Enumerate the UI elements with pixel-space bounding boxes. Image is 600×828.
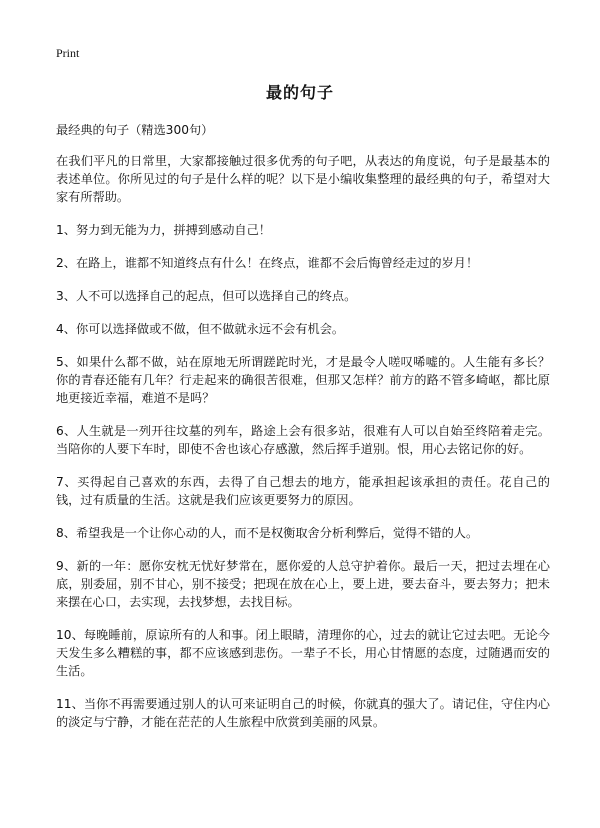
sentence-item: 9、新的一年：愿你安枕无忧好梦常在，愿你爱的人总守护着你。最后一天，把过去埋在心底，别委屈，别不甘心，别不接受；把现在放在心上，要上进，要去奋斗，要去努力；把未来摆在心口，去实现，去找梦想，去找目标。 [56, 559, 550, 609]
sentence-item: 2、在路上，谁都不知道终点有什么！在终点，谁都不会后悔曾经走过的岁月！ [56, 256, 479, 270]
sentence-item: 6、人生就是一列开往坟墓的列车，路途上会有很多站，很难有人可以自始至终陪着走完。当陪你的人要下车时，即使不舍也该心存感激，然后挥手道别。恨，用心去铭记你的好。 [56, 424, 550, 456]
sentence-item: 7、买得起自己喜欢的东西，去得了自己想去的地方，能承担起该承担的责任。花自己的钱，过有质量的生活。这就是我们应该更要努力的原因。 [56, 475, 550, 507]
print-link[interactable]: Print [56, 46, 80, 60]
sentence-item: 4、你可以选择做或不做，但不做就永远不会有机会。 [56, 322, 345, 336]
sentence-item: 3、人不可以选择自己的起点，但可以选择自己的终点。 [56, 289, 357, 303]
sentence-item: 1、努力到无能为力，拼搏到感动自己！ [56, 223, 271, 237]
page-title: 最的句子 [265, 83, 334, 102]
sentence-item: 8、希望我是一个让你心动的人，而不是权衡取舍分析利弊后，觉得不错的人。 [56, 526, 479, 540]
sentence-item: 5、如果什么都不做，站在原地无所谓蹉跎时光，才是最令人嗟叹唏嘘的。人生能有多长？你的青春还能有几年？行走起来的确很苦很难，但那又怎样？前方的路不管多崎岖，都比原地更接近幸福，难道不是吗？ [56, 355, 550, 405]
article-subtitle: 最经典的句子（精选300句） [56, 123, 214, 137]
sentence-item: 11、当你不再需要通过别人的认可来证明自己的时候，你就真的强大了。请记住，守住内心的淡定与宁静，才能在茫茫的人生旅程中欣赏到美丽的风景。 [56, 697, 550, 729]
article-body [56, 121, 550, 746]
intro-paragraph: 在我们平凡的日常里，大家都接触过很多优秀的句子吧，从表达的角度说，句子是最基本的表述单位。你所见过的句子是什么样的呢？以下是小编收集整理的最经典的句子，希望对大家有所帮助。 [56, 154, 550, 204]
sentence-item: 10、每晚睡前，原谅所有的人和事。闭上眼睛，清理你的心，过去的就让它过去吧。无论今天发生多么糟糕的事，都不应该感到悲伤。一辈子不长，用心甘情愿的态度，过随遇而安的生活。 [56, 628, 550, 678]
